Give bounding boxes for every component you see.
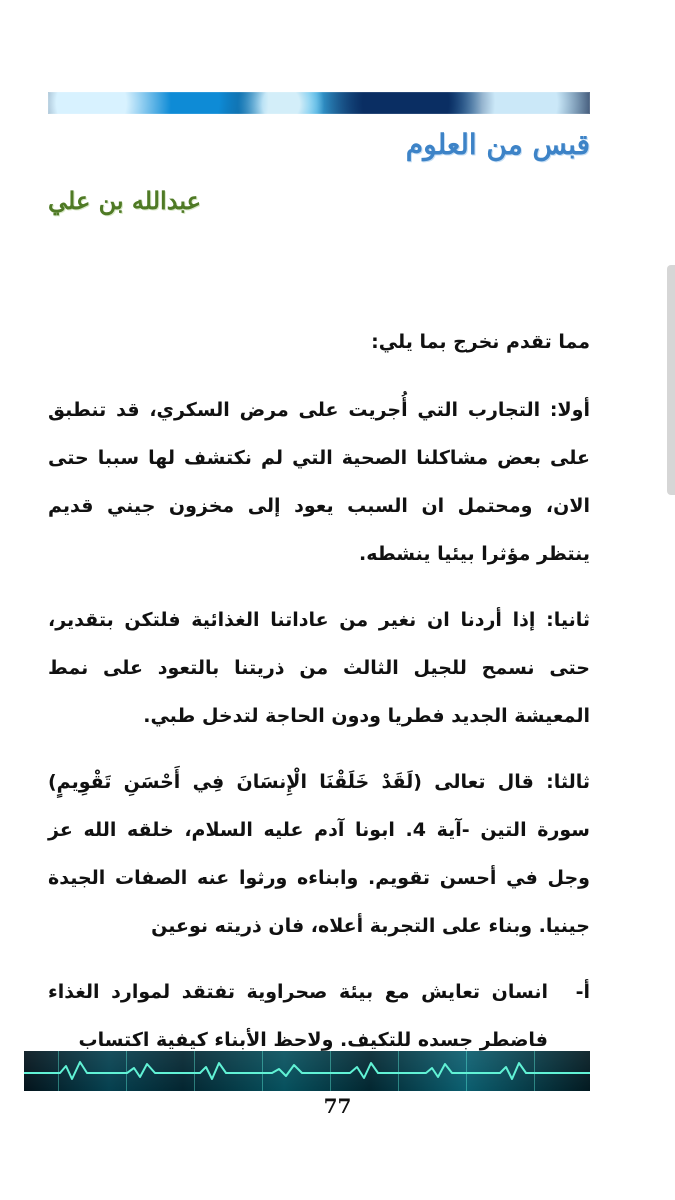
- paragraph-first: أولا: التجارب التي أُجريت على مرض السكري، قد تنطبق على بعض مشاكلنا الصحية التي لم نكتشف لها سببا حتى الان، ومحتمل ان السبب يعود إلى مخزون جيني قديم ينتظر مؤثرا بيئيا ينشطه.: [48, 399, 590, 565]
- list-item-a: [48, 968, 590, 1064]
- intro-paragraph: مما تقدم نخرج بما يلي:: [371, 331, 590, 353]
- scrollbar[interactable]: [667, 265, 675, 495]
- author-name: عبدالله بن علي: [48, 186, 201, 215]
- bottom-decorative-banner: [24, 1051, 590, 1091]
- list-marker: أ-: [575, 981, 590, 1003]
- paragraph-third: ثالثا: قال تعالى (لَقَدْ خَلَقْنَا الْإِنسَانَ فِي أَحْسَنِ تَقْوِيمٍ) سورة التين -آية 4. ابونا آدم عليه السلام، خلقه الله عز وجل في أحسن تقويم. وابناءه ورثوا عنه الصفات الجيدة جينيا. وبناء على التجربة أعلاه، فان ذريته نوعين: [48, 771, 590, 937]
- page-number: 77: [323, 1094, 352, 1118]
- page-content: [48, 318, 590, 1064]
- top-decorative-banner: [48, 92, 590, 114]
- book-title: قبس من العلوم: [405, 128, 590, 161]
- heartbeat-line-icon: [24, 1059, 590, 1083]
- list-item-text: انسان تعايش مع بيئة صحراوية تفتقد لموارد الغذاء فاضطر جسده للتكيف. ولاحظ الأبناء كيفية اكتساب: [48, 981, 548, 1051]
- paragraph-second: ثانيا: إذا أردنا ان نغير من عاداتنا الغذائية فلتكن بتقدير، حتى نسمح للجيل الثالث من ذريتنا بالتعود على نمط المعيشة الجديد فطريا ودون الحاجة لتدخل طبي.: [48, 609, 590, 727]
